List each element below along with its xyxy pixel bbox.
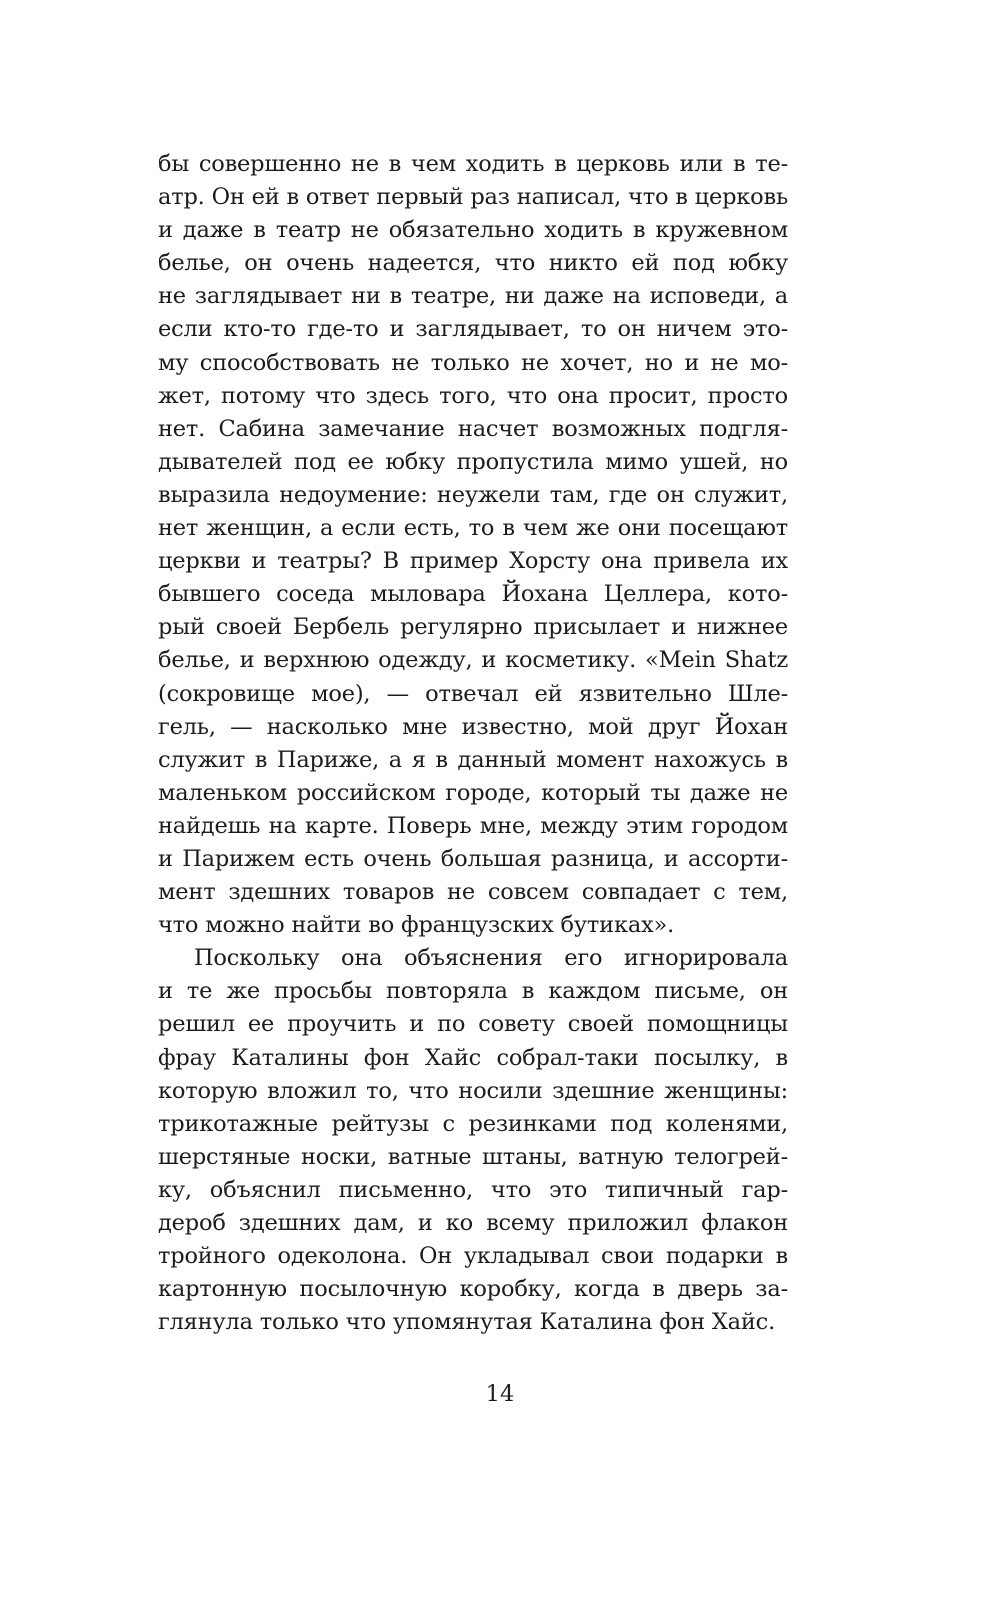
text-line: гель, — насколько мне известно, мой друг Йохан <box>158 713 788 740</box>
text-line: что можно найти во французских бутиках». <box>158 912 675 939</box>
text-line: рый своей Бербель регулярно присылает и нижнее <box>158 614 788 641</box>
text-line: и те же просьбы повторяла в каждом письме, он <box>158 978 788 1005</box>
text-line: бы совершенно не в чем ходить в церковь или в те- <box>158 151 788 177</box>
text-line: тройного одеколона. Он укладывал свои подарки в <box>158 1243 788 1270</box>
paragraph-2 <box>158 942 788 1339</box>
text-line: му способствовать не только не хочет, но и не мо- <box>158 349 788 376</box>
text-line: служит в Париже, а я в данный момент нахожусь в <box>158 746 788 773</box>
text-line: глянула только что упомянутая Каталина фон Хайс. <box>158 1309 776 1336</box>
text-line: не заглядывает ни в театре, ни даже на исповеди, а <box>158 283 788 310</box>
body-text <box>158 148 788 1339</box>
paragraph-1 <box>158 148 788 942</box>
text-line: церкви и театры? В пример Хорсту она привела их <box>158 548 788 575</box>
text-line: и даже в театр не обязательно ходить в кружевном <box>158 217 788 244</box>
text-line: шерстяные носки, ватные штаны, ватную телогрей- <box>158 1143 788 1170</box>
text-line: решил ее проучить и по совету своей помощницы <box>158 1011 788 1038</box>
text-line: жет, потому что здесь того, что она просит, просто <box>158 382 788 409</box>
text-line: найдешь на карте. Поверь мне, между этим городом <box>158 812 788 839</box>
text-line: и Парижем есть очень большая разница, и ассорти- <box>158 845 788 872</box>
text-line: выразила недоумение: неужели там, где он служит, <box>158 481 788 508</box>
text-line: ку, объяснил письменно, что это типичный гар- <box>158 1176 788 1203</box>
text-line: бывшего соседа мыловара Йохана Целлера, кото- <box>158 581 788 608</box>
text-line: нет женщин, а если есть, то в чем же они посещают <box>158 515 788 542</box>
text-line: которую вложил то, что носили здешние женщины: <box>158 1077 788 1104</box>
text-line: мент здешних товаров не совсем совпадает с тем, <box>158 879 788 906</box>
text-line: Поскольку она объяснения его игнорировала <box>194 945 788 972</box>
text-line: трикотажные рейтузы с резинками под коленями, <box>158 1110 788 1137</box>
text-line: нет. Сабина замечание насчет возможных подгля- <box>158 415 788 442</box>
text-line: белье, и верхнюю одежду, и косметику. «Mein Shatz <box>158 647 788 674</box>
text-line: если кто-то где-то и заглядывает, то он ничем это- <box>158 316 788 343</box>
text-line: белье, он очень надеется, что никто ей под юбку <box>158 250 788 277</box>
text-line: фрау Каталины фон Хайс собрал-таки посылку, в <box>158 1044 788 1071</box>
text-line: атр. Он ей в ответ первый раз написал, что в церковь <box>158 184 788 211</box>
text-line: картонную посылочную коробку, когда в дверь за- <box>158 1276 788 1303</box>
text-line: дывателей под ее юбку пропустила мимо ушей, но <box>158 448 788 475</box>
text-line: дероб здешних дам, и ко всему приложил флакон <box>158 1210 788 1236</box>
text-line: маленьком российском городе, который ты даже не <box>158 779 788 806</box>
text-line: (сокровище мое), — отвечал ей язвительно Шле- <box>158 680 788 707</box>
page-number: 14 <box>485 1381 515 1407</box>
